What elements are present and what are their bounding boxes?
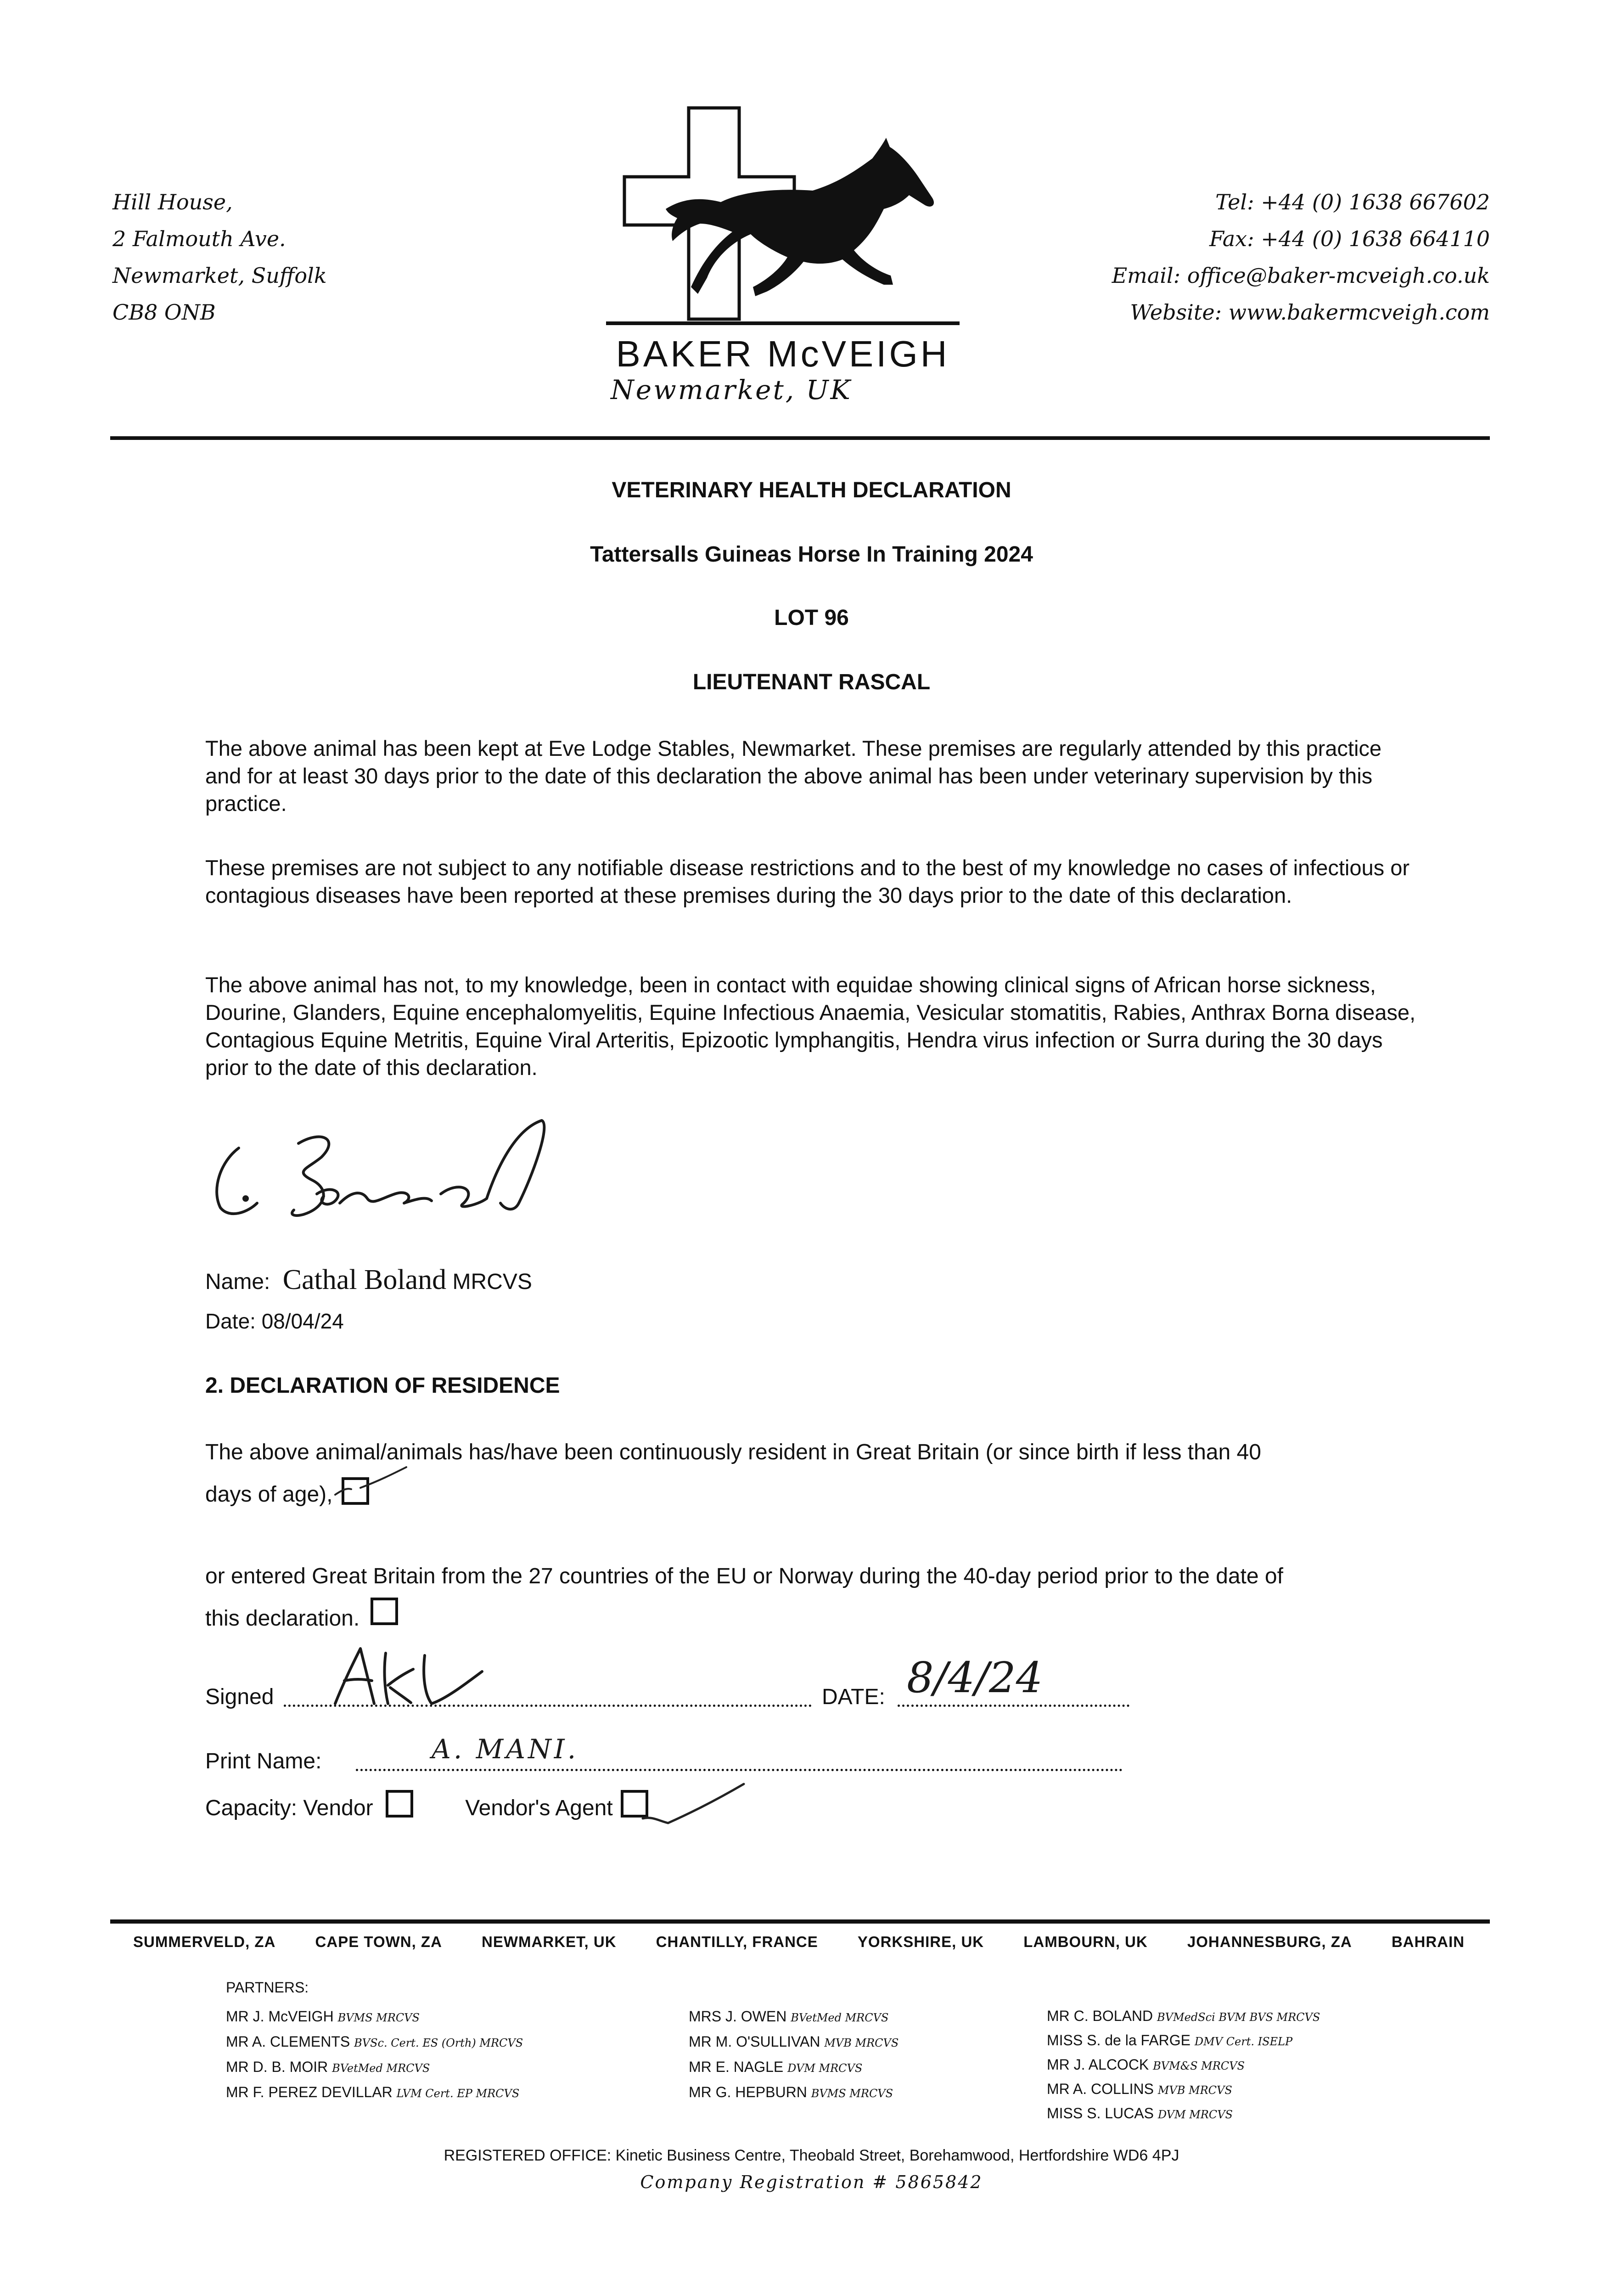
header-divider xyxy=(110,436,1490,440)
branch-list xyxy=(133,1933,1465,1951)
paragraph-diseases: The above animal has not, to my knowledge, been in contact with equidae showing clinical signs of African horse sickness, Dourine, Glanders, Equine encephalomyelitis, Equine Infectious Anaemia, Vesicular stomatitis, Rabies, Anthrax Borna disease, Contagious Equine Metritis, Equine Viral Arteritis, Epizootic lymphangitis, Hendra virus infection or Surra during the 30 days prior to the date of this declaration. xyxy=(205,973,1416,1080)
residence-option-1-text: days of age), xyxy=(205,1482,333,1507)
paragraph-supervision: The above animal has been kept at Eve Lodge Stables, Newmarket. These premises are regularly attended by this practice and for at least 30 days prior to the date of this declaration the above animal has been under veterinary supervision by this practice. xyxy=(205,736,1382,816)
partners-label: PARTNERS: xyxy=(226,1979,309,1996)
partner-entry: MR G. HEPBURN BVMS MRCVS xyxy=(689,2084,893,2100)
address-line-4: CB8 ONB xyxy=(112,300,216,325)
address-line-3: Newmarket, Suffolk xyxy=(112,263,327,288)
horse-cross-logo-icon xyxy=(615,103,964,328)
branch-item: SUMMERVELD, ZA xyxy=(133,1933,276,1950)
contact-email: Email: office@baker-mcveigh.co.uk xyxy=(1112,263,1490,288)
partners-column-2 xyxy=(689,2004,899,2105)
company-registration: Company Registration # 5865842 xyxy=(640,2172,983,2192)
partner-entry: MR J. McVEIGH BVMS MRCVS xyxy=(226,2008,420,2025)
capacity-row xyxy=(205,1795,648,1823)
declaration-date: Date: 08/04/24 xyxy=(205,1309,344,1333)
entered-checkbox[interactable] xyxy=(371,1598,398,1625)
vet-name-line xyxy=(205,1264,532,1296)
branch-item: BAHRAIN xyxy=(1391,1933,1465,1950)
partner-entry: MISS S. de la FARGE DMV Cert. ISELP xyxy=(1047,2032,1293,2048)
page-title: VETERINARY HEALTH DECLARATION xyxy=(612,478,1011,502)
print-name-label: Print Name: xyxy=(205,1749,322,1773)
branch-item: JOHANNESBURG, ZA xyxy=(1187,1933,1352,1950)
partners-column-1 xyxy=(226,2004,523,2105)
partner-entry: MISS S. LUCAS DVM MRCVS xyxy=(1047,2105,1233,2122)
branch-item: CAPE TOWN, ZA xyxy=(315,1933,442,1950)
signed-signature xyxy=(326,1644,519,1713)
residence-option-2-line-2 xyxy=(205,1605,398,1633)
partner-entry: MR F. PEREZ DEVILLAR LVM Cert. EP MRCVS xyxy=(226,2084,520,2100)
partners-column-3 xyxy=(1047,2004,1320,2126)
address-line-1: Hill House, xyxy=(112,190,233,214)
vet-name-suffix: MRCVS xyxy=(452,1270,532,1294)
vet-signature xyxy=(202,1111,551,1231)
contact-tel: Tel: +44 (0) 1638 667602 xyxy=(1215,190,1490,214)
date-label: DATE: xyxy=(822,1685,885,1709)
residence-option-2-line-1: or entered Great Britain from the 27 countries of the EU or Norway during the 40-day period prior to the date of xyxy=(205,1564,1283,1588)
partner-entry: MR J. ALCOCK BVM&S MRCVS xyxy=(1047,2056,1245,2073)
paragraph-premises: These premises are not subject to any notifiable disease restrictions and to the best of my knowledge no cases of infectious or contagious diseases have been reported at these premises during the 30 days prior to the date of this declaration. xyxy=(205,855,1410,907)
horse-name: LIEUTENANT RASCAL xyxy=(692,670,931,694)
partner-entry: MRS J. OWEN BVetMed MRCVS xyxy=(689,2008,889,2025)
company-contact xyxy=(985,184,1490,331)
name-label: Name: xyxy=(205,1270,270,1294)
residence-option-1-line-1: The above animal/animals has/have been continuously resident in Great Britain (or since birth if less than 40 xyxy=(205,1440,1261,1464)
resident-check-mark-icon xyxy=(333,1463,411,1504)
company-address xyxy=(112,184,327,331)
contact-website: Website: www.bakermcveigh.com xyxy=(1130,300,1490,325)
sale-name: Tattersalls Guineas Horse In Training 2024 xyxy=(590,542,1033,567)
agent-check-mark-icon xyxy=(634,1777,753,1837)
residence-option-2-text: this declaration. xyxy=(205,1606,360,1631)
address-line-2: 2 Falmouth Ave. xyxy=(112,226,286,251)
capacity-vendor-label: Capacity: Vendor xyxy=(205,1796,373,1820)
date-field[interactable] xyxy=(898,1705,1129,1707)
company-location: Newmarket, UK xyxy=(611,374,852,405)
residence-heading: 2. DECLARATION OF RESIDENCE xyxy=(205,1373,560,1398)
company-name: BAKER McVEIGH xyxy=(616,333,950,374)
contact-fax: Fax: +44 (0) 1638 664110 xyxy=(1209,226,1490,251)
vet-name: Cathal Boland xyxy=(282,1264,447,1295)
logo-underline xyxy=(606,321,960,325)
registered-office: REGISTERED OFFICE: Kinetic Business Centre, Theobald Street, Borehamwood, Hertfordshire WD6 4PJ xyxy=(444,2147,1179,2164)
branch-item: NEWMARKET, UK xyxy=(482,1933,617,1950)
branch-item: YORKSHIRE, UK xyxy=(857,1933,984,1950)
vendor-checkbox[interactable] xyxy=(386,1790,413,1818)
partner-entry: MR M. O'SULLIVAN MVB MRCVS xyxy=(689,2033,899,2050)
partner-entry: MR D. B. MOIR BVetMed MRCVS xyxy=(226,2059,430,2075)
branch-item: LAMBOURN, UK xyxy=(1023,1933,1148,1950)
footer-divider xyxy=(110,1919,1490,1924)
partner-entry: MR A. CLEMENTS BVSc. Cert. ES (Orth) MRCVS xyxy=(226,2033,523,2050)
lot-number: LOT 96 xyxy=(774,606,849,630)
vendors-agent-label: Vendor's Agent xyxy=(465,1796,613,1820)
handwritten-date: 8/4/24 xyxy=(907,1653,1043,1702)
print-name-field[interactable] xyxy=(356,1769,1123,1771)
branch-item: CHANTILLY, FRANCE xyxy=(656,1933,818,1950)
handwritten-print-name: A. MANI. xyxy=(432,1733,579,1765)
partner-entry: MR C. BOLAND BVMedSci BVM BVS MRCVS xyxy=(1047,2008,1320,2024)
signed-label: Signed xyxy=(205,1685,274,1709)
partner-entry: MR E. NAGLE DVM MRCVS xyxy=(689,2059,863,2075)
partner-entry: MR A. COLLINS MVB MRCVS xyxy=(1047,2081,1232,2097)
